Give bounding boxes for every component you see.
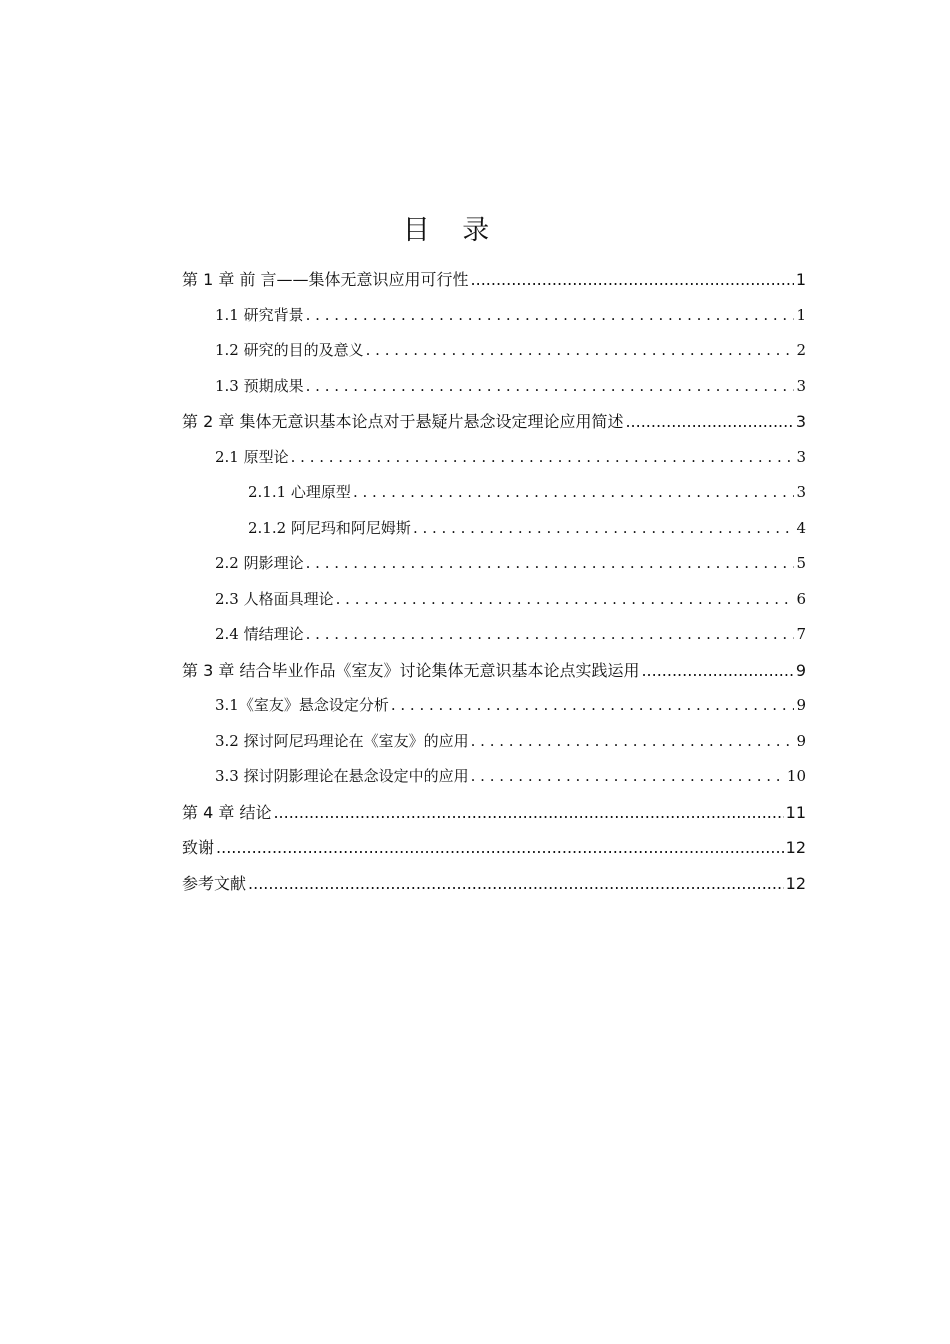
- toc-entry-label: 1.3 预期成果: [215, 376, 304, 395]
- toc-page-number: 3: [796, 376, 806, 395]
- table-of-contents: [182, 262, 806, 901]
- toc-page-number: 3: [796, 483, 806, 501]
- toc-entry-label: 1.1 研究背景: [215, 305, 304, 324]
- toc-entry[interactable]: [182, 795, 806, 831]
- toc-page-number: 5: [796, 554, 806, 572]
- toc-entry-label: 致谢: [182, 838, 215, 857]
- toc-dot-leader: [471, 759, 785, 795]
- toc-dot-leader: [291, 440, 795, 476]
- toc-page-number: 7: [796, 625, 806, 643]
- toc-entry[interactable]: [182, 724, 806, 760]
- toc-page-number: 12: [785, 873, 806, 893]
- toc-entry-label: 2.3 人格面具理论: [215, 589, 334, 608]
- toc-entry-label: 第 2 章 集体无意识基本论点对于悬疑片悬念设定理论应用简述: [182, 412, 624, 431]
- toc-dot-leader: [353, 475, 795, 511]
- toc-entry-label: 3.3 探讨阴影理论在悬念设定中的应用: [215, 767, 469, 785]
- toc-dot-leader: [413, 511, 795, 547]
- toc-page-number: 4: [796, 518, 806, 537]
- toc-dot-leader: [306, 617, 795, 653]
- toc-entry-label: 参考文献: [182, 873, 247, 893]
- toc-entry-label: 3.2 探讨阿尼玛理论在《室友》的应用: [215, 731, 469, 750]
- page-title: 目 录: [402, 215, 502, 246]
- toc-entry-label: 2.4 情结理论: [215, 625, 304, 643]
- toc-dot-leader: [641, 653, 793, 689]
- toc-entry[interactable]: [182, 440, 806, 476]
- toc-entry[interactable]: [182, 404, 806, 440]
- toc-page-number: 1: [796, 305, 806, 324]
- toc-dot-leader: [391, 688, 795, 724]
- toc-page-number: 6: [796, 589, 806, 608]
- toc-entry-label: 第 3 章 结合毕业作品《室友》讨论集体无意识基本论点实践运用: [182, 660, 640, 680]
- toc-entry[interactable]: [182, 830, 806, 866]
- toc-page-number: 3: [795, 412, 806, 431]
- toc-entry[interactable]: [182, 653, 806, 689]
- toc-dot-leader: [336, 582, 795, 618]
- toc-dot-leader: [471, 262, 794, 298]
- toc-entry[interactable]: [182, 759, 806, 795]
- toc-entry[interactable]: [182, 582, 806, 618]
- toc-entry-label: 第 4 章 结论: [182, 802, 272, 822]
- toc-page-number: 2: [796, 341, 806, 359]
- toc-dot-leader: [306, 546, 795, 582]
- toc-entry-label: 2.1 原型论: [215, 447, 289, 466]
- toc-entry[interactable]: [182, 475, 806, 511]
- toc-page-number: 1: [795, 270, 806, 289]
- toc-entry[interactable]: [182, 369, 806, 405]
- toc-page-number: 3: [796, 447, 806, 466]
- toc-entry-label: 3.1《室友》悬念设定分析: [215, 696, 389, 714]
- toc-entry-label: 2.2 阴影理论: [215, 554, 304, 572]
- toc-dot-leader: [248, 866, 784, 902]
- toc-dot-leader: [306, 369, 795, 405]
- toc-entry-label: 2.1.2 阿尼玛和阿尼姆斯: [248, 518, 411, 537]
- toc-entry[interactable]: [182, 511, 806, 547]
- toc-dot-leader: [471, 724, 795, 760]
- toc-dot-leader: [306, 298, 795, 334]
- toc-page-number: 11: [785, 802, 806, 822]
- toc-entry[interactable]: [182, 688, 806, 724]
- toc-page-number: 9: [795, 660, 806, 680]
- toc-dot-leader: [216, 830, 784, 866]
- toc-page-number: 10: [786, 767, 806, 785]
- toc-page-number: 12: [785, 838, 806, 857]
- toc-entry[interactable]: [182, 546, 806, 582]
- toc-page-number: 9: [796, 696, 806, 714]
- toc-entry[interactable]: [182, 298, 806, 334]
- toc-entry-label: 2.1.1 心理原型: [248, 483, 351, 501]
- toc-entry[interactable]: [182, 617, 806, 653]
- toc-dot-leader: [366, 333, 795, 369]
- toc-dot-leader: [273, 795, 783, 831]
- toc-entry[interactable]: [182, 262, 806, 298]
- toc-entry-label: 第 1 章 前 言——集体无意识应用可行性: [182, 270, 469, 289]
- toc-entry[interactable]: [182, 866, 806, 902]
- toc-dot-leader: [625, 404, 793, 440]
- toc-page-number: 9: [796, 731, 806, 750]
- toc-entry-label: 1.2 研究的目的及意义: [215, 341, 364, 359]
- toc-entry[interactable]: [182, 333, 806, 369]
